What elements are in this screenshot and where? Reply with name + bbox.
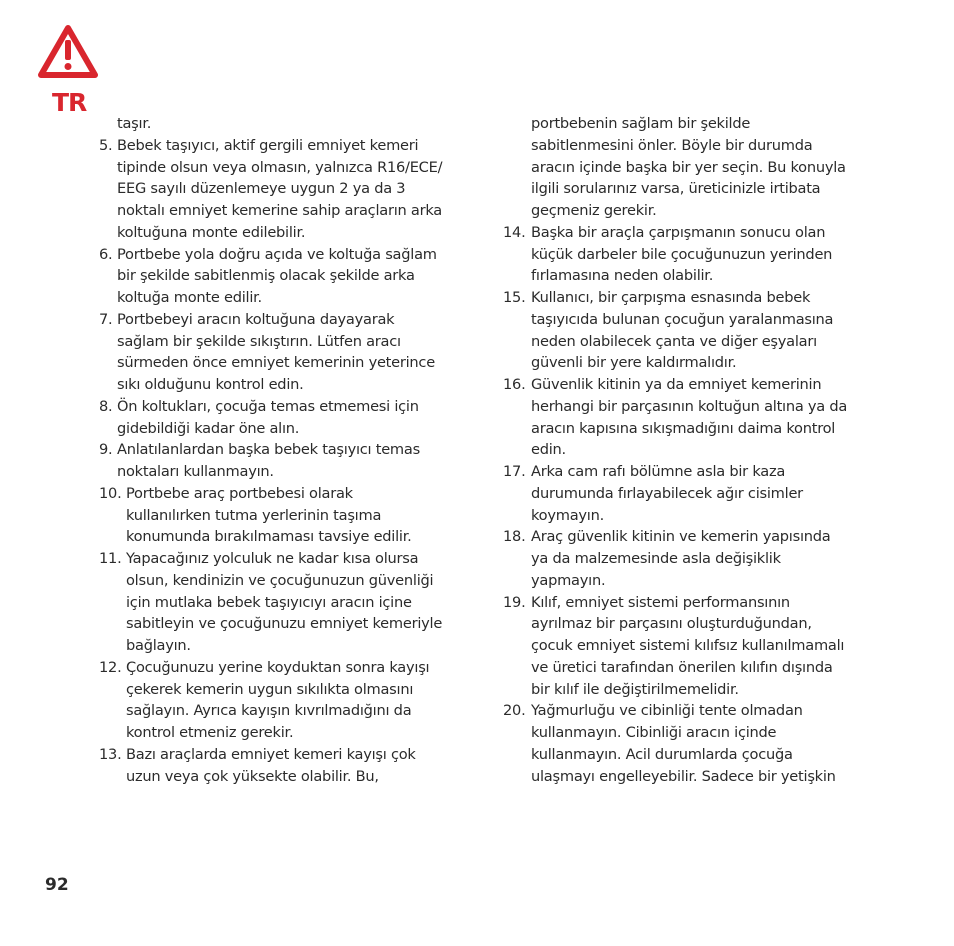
item-text: Bebek taşıyıcı, aktif gergili emniyet kemeri tipinde olsun veya olmasın, yalnızca R16/ECE/ EEG sayılı düzenlemeye uygun 2 ya da 3 noktalı emniyet kemerine sahip araçların arka koltuğuna monte edilebilir. (117, 136, 443, 241)
list-item (99, 244, 474, 309)
item-number: 18. (503, 528, 526, 546)
item-number: 20. (503, 702, 526, 720)
instruction-list (503, 222, 883, 788)
item-text: Bazı araçlarda emniyet kemeri kayışı çok uzun veya çok yüksekte olabilir. Bu, (126, 745, 416, 785)
item-text: Çocuğunuzu yerine koyduktan sonra kayışı çekerek kemerin uygun sıkılıkta olmasını sağlayın. Ayrıca kayışın kıvrılmadığını da kontrol etmeniz gerekir. (126, 658, 430, 741)
list-item (99, 483, 474, 548)
list-item (503, 700, 883, 787)
list-item (503, 592, 883, 701)
item-number: 11. (99, 550, 122, 567)
item-text: Portbebeyi aracın koltuğuna dayayarak sağlam bir şekilde sıkıştırın. Lütfen aracı sürmeden önce emniyet kemerinin yeterince sıkı olduğunu kontrol edin. (117, 310, 435, 393)
item-number: 10. (99, 484, 122, 502)
item-text: Anlatılanlardan başka bebek taşıyıcı temas noktaları kullanmayın. (117, 441, 420, 480)
item-text: Yapacağınız yolculuk ne kadar kısa olursa olsun, kendinizin ve çocuğunuzun güvenliği için mutlaka bebek taşıyıcıyı aracın içine sabitleyin ve çocuğunuzu emniyet kemeriyle bağlayın. (126, 550, 443, 654)
left-column (99, 113, 474, 787)
continuation-text: portbebenin sağlam bir şekilde sabitlenmesini önler. Böyle bir durumda aracın içinde başka bir yer seçin. Bu konuyla ilgili sorularınız varsa, üreticinizle irtibata geçmeniz gerekir. (531, 115, 846, 219)
item-number: 15. (503, 289, 526, 306)
list-item (503, 222, 883, 287)
item-number: 19. (503, 593, 526, 611)
item-number: 16. (503, 376, 526, 393)
item-text: Kullanıcı, bir çarpışma esnasında bebek taşıyıcıda bulunan çocuğun yaralanmasına neden olabilecek çanta ve diğer eşyaları güvenli bir yere kaldırmalıdır. (531, 289, 834, 372)
page-number: 92 (45, 875, 69, 895)
item-number: 9. (99, 441, 113, 459)
list-item (99, 657, 474, 744)
language-code: TR (52, 88, 87, 117)
item-text: Kılıf, emniyet sistemi performansının ayrılmaz bir parçasını oluşturduğundan, çocuk emniyet sistemi kılıfsız kullanılmamalı ve üretici tarafından önerilen kılıfın dışında bir kılıf ile değiştirilmemelidir. (531, 593, 845, 698)
list-item (99, 548, 474, 657)
right-column (503, 113, 883, 787)
item-text: Araç güvenlik kitinin ve kemerin yapısında ya da malzemesinde asla değişiklik yapmayın. (531, 528, 831, 589)
continuation-text: taşır. (117, 115, 152, 132)
item-number: 17. (503, 463, 526, 480)
instruction-list (99, 135, 474, 788)
item-number: 7. (99, 310, 113, 328)
list-item (503, 526, 883, 591)
list-item (99, 439, 474, 483)
list-item (503, 461, 883, 526)
item-text: Arka cam rafı bölümne asla bir kaza durumunda fırlayabilecek ağır cisimler koymayın. (531, 463, 803, 524)
list-item (503, 287, 883, 374)
list-item (99, 135, 474, 244)
item-text: Yağmurluğu ve cibinliği tente olmadan kullanmayın. Cibinliği aracın içinde kullanmayın. Acil durumlarda çocuğa ulaşmayı engelleyebilir. Sadece bir yetişkin (531, 702, 836, 785)
item-text: Portbebe araç portbebesi olarak kullanılırken tutma yerlerinin taşıma konumunda bırakılmaması tavsiye edilir. (126, 484, 412, 546)
item-text: Güvenlik kitinin ya da emniyet kemerinin herhangi bir parçasının koltuğun altına ya da aracın kapısına sıkışmadığını daima kontrol edin. (531, 376, 848, 459)
item-number: 13. (99, 745, 122, 763)
item-text: Başka bir araçla çarpışmanın sonucu olan küçük darbeler bile çocuğunuzun yerinden fırlamasına neden olabilir. (531, 223, 833, 285)
item-number: 14. (503, 223, 526, 241)
list-item (99, 309, 474, 396)
item-number: 6. (99, 245, 113, 263)
list-item (99, 396, 474, 440)
warning-triangle-icon (37, 24, 99, 80)
item-number: 12. (99, 658, 122, 676)
item-text: Portbebe yola doğru açıda ve koltuğa sağlam bir şekilde sabitlenmiş olacak şekilde arka koltuğa monte edilir. (117, 245, 437, 306)
item-number: 5. (99, 136, 113, 154)
item-text: Ön koltukları, çocuğa temas etmemesi için gidebildiği kadar öne alın. (117, 397, 419, 437)
list-item (99, 744, 474, 788)
item-number: 8. (99, 397, 113, 415)
list-item (503, 374, 883, 461)
